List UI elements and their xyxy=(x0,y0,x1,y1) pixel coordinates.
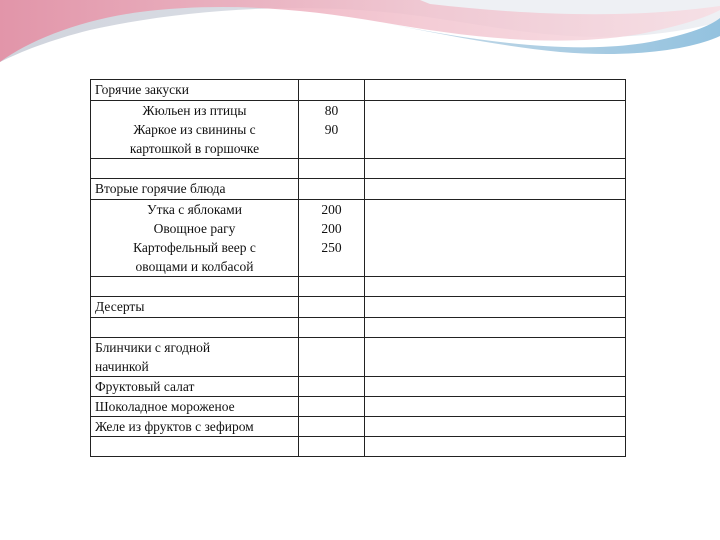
dish-name-cell xyxy=(91,200,299,277)
dish-name: картошкой в горшочке xyxy=(129,141,260,156)
dish-name: Жаркое из свинины с xyxy=(133,122,256,137)
empty-cell xyxy=(365,159,626,179)
price-cell xyxy=(299,397,365,417)
price-cell xyxy=(299,200,365,277)
price-cell xyxy=(299,338,365,377)
price-cell xyxy=(299,377,365,397)
dish-name-cell xyxy=(91,338,299,377)
dish-price: 90 xyxy=(324,122,339,137)
section-title: Десерты xyxy=(91,297,299,318)
dish-name: Утка с яблоками xyxy=(147,202,242,217)
empty-cell xyxy=(365,80,626,101)
table-row xyxy=(91,437,626,457)
table-row xyxy=(91,80,626,101)
dish-name: начинкой xyxy=(95,359,149,374)
table-row xyxy=(91,417,626,437)
dish-name: Картофельный веер с xyxy=(133,240,256,255)
section-title: Вторые горячие блюда xyxy=(91,179,299,200)
dish-name: овощами и колбасой xyxy=(135,259,254,274)
empty-cell xyxy=(365,200,626,277)
price-cell xyxy=(299,297,365,318)
empty-cell xyxy=(91,277,299,297)
table-row xyxy=(91,277,626,297)
empty-cell xyxy=(365,417,626,437)
table-row xyxy=(91,159,626,179)
empty-cell xyxy=(365,101,626,159)
dish-price: 200 xyxy=(321,202,342,217)
empty-cell xyxy=(365,297,626,318)
table-row xyxy=(91,179,626,200)
dish-price: 200 xyxy=(321,221,342,236)
price-cell xyxy=(299,101,365,159)
dish-name: Фруктовый салат xyxy=(91,377,299,397)
empty-cell xyxy=(365,377,626,397)
empty-cell xyxy=(91,318,299,338)
price-cell xyxy=(299,417,365,437)
empty-cell xyxy=(365,318,626,338)
table-row xyxy=(91,397,626,417)
empty-cell xyxy=(91,159,299,179)
empty-cell xyxy=(299,159,365,179)
empty-cell xyxy=(299,437,365,457)
dish-name: Жюльен из птицы xyxy=(142,103,247,118)
empty-cell xyxy=(365,179,626,200)
menu-price-table xyxy=(90,79,626,457)
table-row xyxy=(91,338,626,377)
dish-price: 80 xyxy=(324,103,339,118)
dish-name: Желе из фруктов с зефиром xyxy=(91,417,299,437)
empty-cell xyxy=(299,318,365,338)
dish-price: 250 xyxy=(321,240,342,255)
empty-cell xyxy=(365,397,626,417)
empty-cell xyxy=(365,437,626,457)
price-cell xyxy=(299,179,365,200)
dish-name: Блинчики с ягодной xyxy=(95,340,211,355)
dish-name-cell xyxy=(91,101,299,159)
empty-cell xyxy=(91,437,299,457)
table-row xyxy=(91,101,626,159)
table-row xyxy=(91,200,626,277)
table-row xyxy=(91,377,626,397)
section-title: Горячие закуски xyxy=(91,80,299,101)
empty-cell xyxy=(299,277,365,297)
table-row xyxy=(91,297,626,318)
dish-name: Овощное рагу xyxy=(153,221,236,236)
table-row xyxy=(91,318,626,338)
price-cell xyxy=(299,80,365,101)
empty-cell xyxy=(365,277,626,297)
dish-name: Шоколадное мороженое xyxy=(91,397,299,417)
empty-cell xyxy=(365,338,626,377)
